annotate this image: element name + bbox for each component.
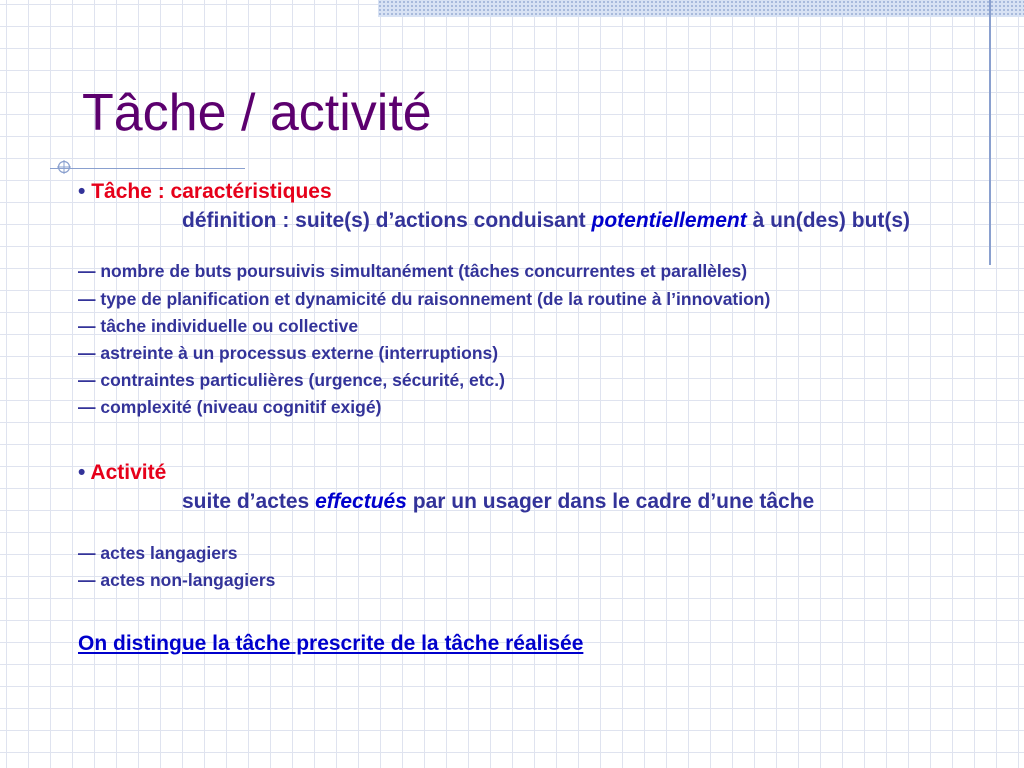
list-item: — astreinte à un processus externe (interruptions) (78, 342, 499, 363)
section-heading-tache (78, 178, 982, 205)
bullet-marker: • (78, 180, 86, 203)
section-heading-activite (78, 459, 982, 486)
top-decorative-band (378, 0, 1024, 17)
list-item: — type de planification et dynamicité du raisonnement (de la routine à l’innovation) (78, 288, 771, 309)
list-item: — nombre de buts poursuivis simultanément (tâches concurrentes et parallèles) (78, 261, 748, 282)
list-item: — actes non-langagiers (78, 569, 276, 590)
section-label: Tâche : caractéristiques (91, 180, 332, 203)
horizontal-accent-line (50, 168, 245, 169)
section-label: Activité (90, 461, 167, 485)
list-item: — actes langagiers (78, 542, 238, 563)
conclusion-text: On distingue la tâche prescrite de la tâche réalisée (78, 631, 584, 655)
list-item: — complexité (niveau cognitif exigé) (78, 397, 382, 417)
task-characteristics-list (78, 258, 982, 421)
definition-text-end: à un(des) but(s) (752, 209, 911, 233)
activity-acts-list (78, 540, 982, 594)
slide-content (78, 178, 982, 657)
activity-definition (78, 486, 982, 517)
definition-text: définition : suite(s) d’actions conduisant (182, 209, 586, 233)
definition-text: suite d’actes (182, 490, 310, 514)
vertical-accent-line (989, 0, 991, 265)
task-definition (78, 205, 982, 236)
bullet-marker: • (78, 461, 86, 485)
crosshair-icon (57, 160, 71, 174)
slide-title: Tâche / activité (82, 84, 432, 142)
list-item: — contraintes particulières (urgence, sécurité, etc.) (78, 369, 505, 390)
definition-emphasis: effectués (315, 490, 407, 514)
list-item: — tâche individuelle ou collective (78, 315, 359, 336)
definition-emphasis: potentiellement (591, 209, 747, 233)
definition-text-end: par un usager dans le cadre d’une tâche (412, 490, 815, 514)
